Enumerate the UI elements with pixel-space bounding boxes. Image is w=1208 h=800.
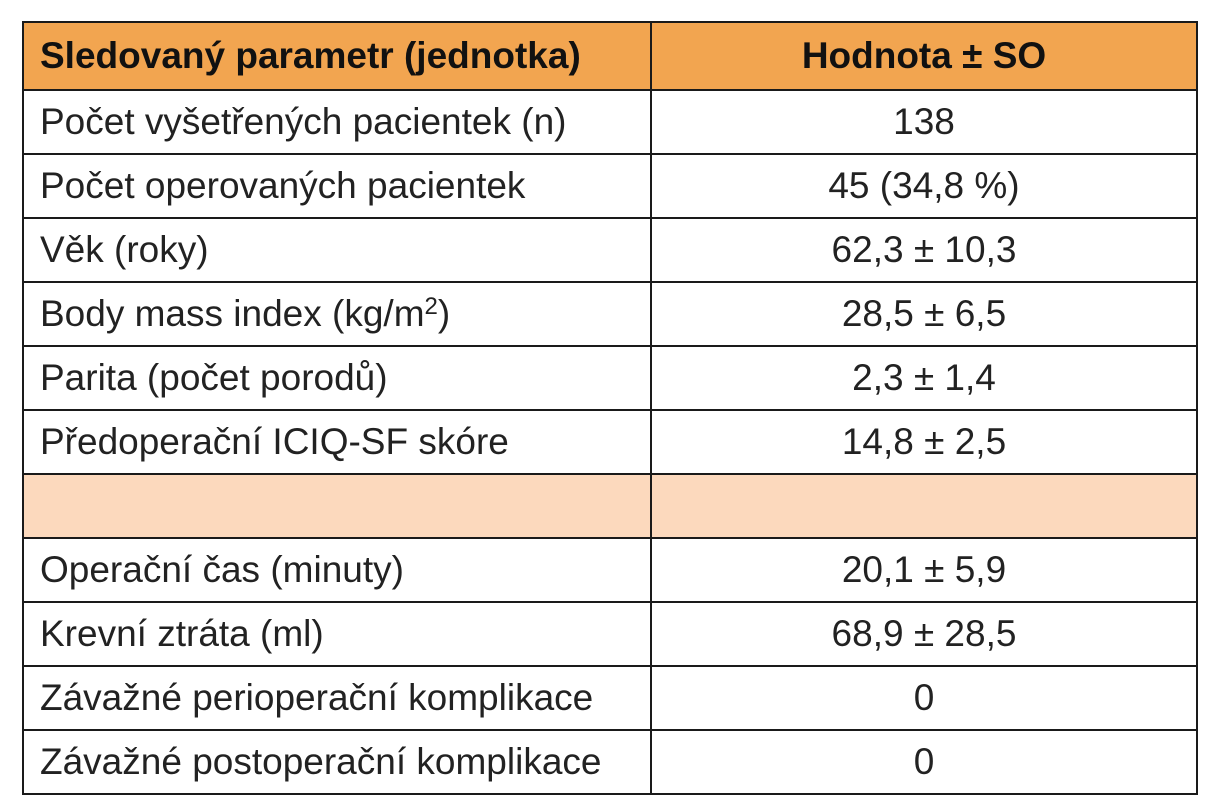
row-parameter: Parita (počet porodů) <box>23 346 651 410</box>
table-row <box>23 730 1197 794</box>
row-value: 45 (34,8 %) <box>651 154 1197 218</box>
table-row <box>23 602 1197 666</box>
row-parameter: Krevní ztráta (ml) <box>23 602 651 666</box>
row-value: 62,3 ± 10,3 <box>651 218 1197 282</box>
table-row <box>23 666 1197 730</box>
section-divider-row <box>23 474 1197 538</box>
row-value: 138 <box>651 90 1197 154</box>
row-parameter: Závažné postoperační komplikace <box>23 730 651 794</box>
patient-parameters-table <box>22 21 1198 795</box>
header-value: Hodnota ± SO <box>651 22 1197 90</box>
table-body <box>23 90 1197 794</box>
row-value: 14,8 ± 2,5 <box>651 410 1197 474</box>
table-row <box>23 218 1197 282</box>
row-value: 0 <box>651 730 1197 794</box>
row-parameter: Věk (roky) <box>23 218 651 282</box>
header-parameter: Sledovaný parametr (jednotka) <box>23 22 651 90</box>
row-value: 20,1 ± 5,9 <box>651 538 1197 602</box>
row-value: 28,5 ± 6,5 <box>651 282 1197 346</box>
section-value <box>651 474 1197 538</box>
row-parameter: Závažné perioperační komplikace <box>23 666 651 730</box>
data-table-container <box>22 21 1196 787</box>
row-value: 2,3 ± 1,4 <box>651 346 1197 410</box>
table-row <box>23 90 1197 154</box>
table-row <box>23 410 1197 474</box>
row-value: 0 <box>651 666 1197 730</box>
row-parameter: Počet vyšetřených pacientek (n) <box>23 90 651 154</box>
row-parameter-text: Body mass index (kg/m <box>40 293 425 334</box>
table-row <box>23 346 1197 410</box>
table-row <box>23 538 1197 602</box>
section-parameter <box>23 474 651 538</box>
table-header <box>23 22 1197 90</box>
row-parameter <box>23 282 651 346</box>
table-row <box>23 282 1197 346</box>
table-row <box>23 154 1197 218</box>
row-parameter: Předoperační ICIQ-SF skóre <box>23 410 651 474</box>
header-row <box>23 22 1197 90</box>
row-parameter: Počet operovaných pacientek <box>23 154 651 218</box>
row-value: 68,9 ± 28,5 <box>651 602 1197 666</box>
row-parameter-text-end: ) <box>437 293 451 334</box>
row-parameter: Operační čas (minuty) <box>23 538 651 602</box>
row-parameter-superscript: 2 <box>424 293 438 320</box>
